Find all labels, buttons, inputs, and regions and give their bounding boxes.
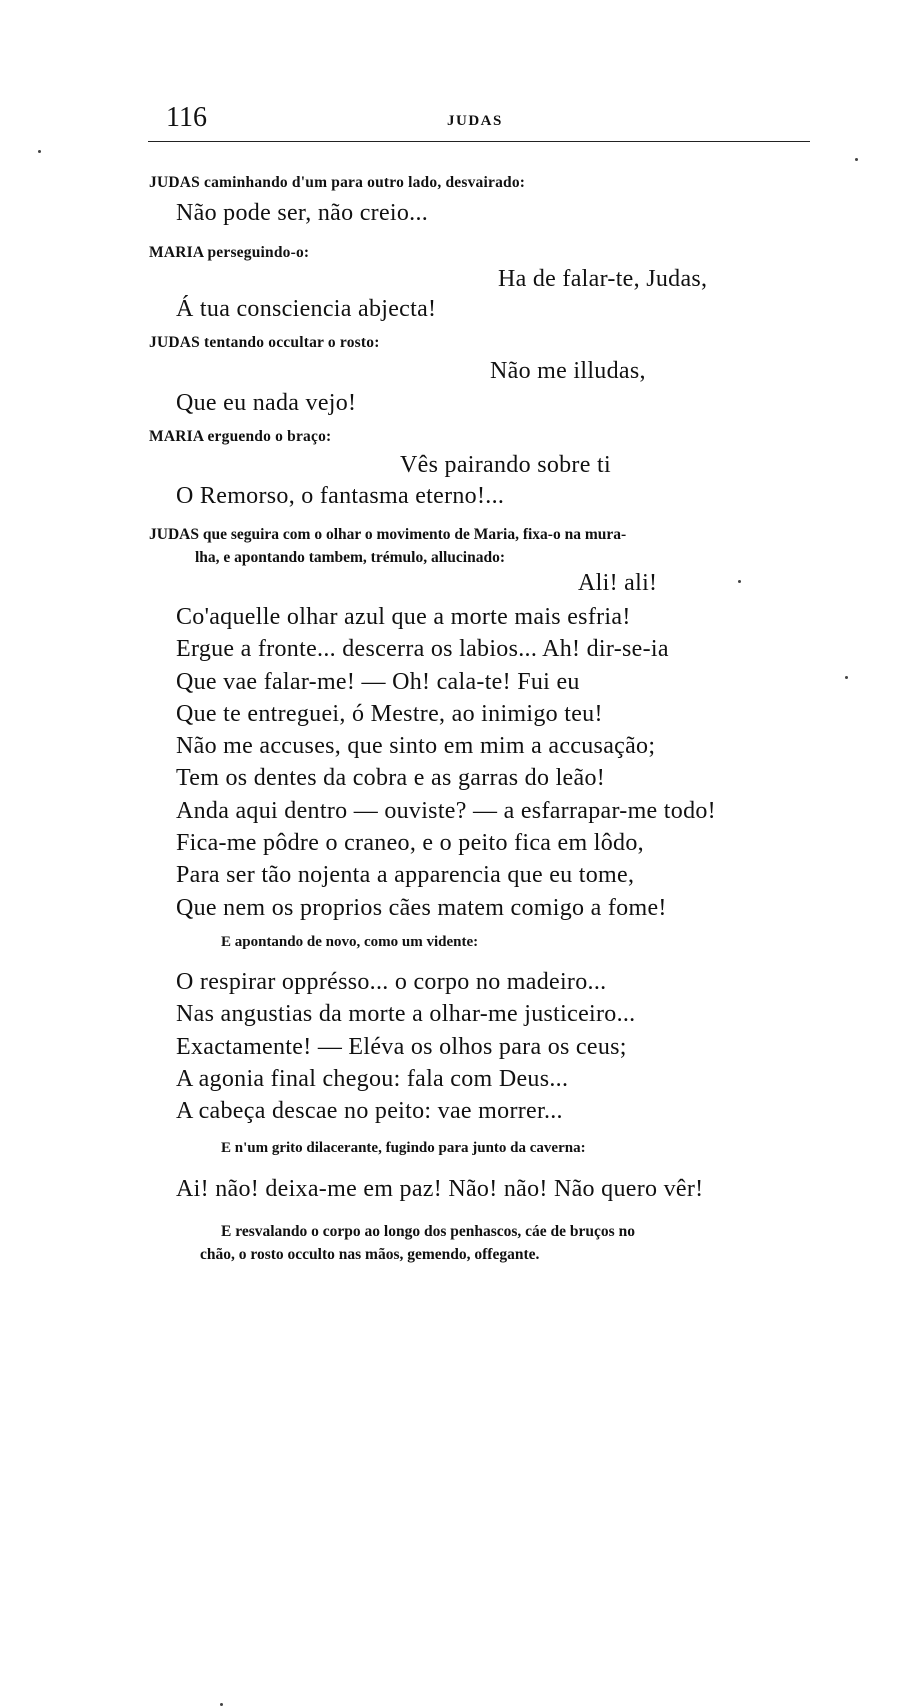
verse-line: Tem os dentes da cobra e as garras do leão!: [176, 765, 606, 792]
verse-line: Vês pairando sobre ti: [400, 452, 611, 478]
stage-direction: MARIA erguendo o braço:: [149, 428, 332, 445]
header-rule: [148, 141, 810, 142]
verse-line: Nas angustias da morte a olhar-me justiceiro...: [176, 1001, 636, 1028]
verse-line: Á tua consciencia abjecta!: [176, 296, 437, 322]
stage-direction: E apontando de novo, como um vidente:: [221, 934, 479, 950]
paper-speck: [855, 158, 858, 161]
stage-direction: JUDAS caminhando d'um para outro lado, desvairado:: [149, 174, 526, 191]
verse-block: [176, 601, 716, 924]
verse-block: [176, 966, 635, 1127]
verse-line: Que nem os proprios cães matem comigo a fome!: [176, 894, 667, 921]
verse-line: A agonia final chegou: fala com Deus...: [176, 1065, 569, 1092]
verse-line: O Remorso, o fantasma eterno!...: [176, 483, 505, 509]
verse-line: Que te entreguei, ó Mestre, ao inimigo teu!: [176, 700, 603, 727]
paper-speck: [738, 580, 741, 583]
verse-line: Que eu nada vejo!: [176, 390, 357, 416]
stage-direction-line: lha, e apontando tambem, trémulo, allucinado:: [195, 549, 506, 566]
stage-direction-line: chão, o rosto occulto nas mãos, gemendo, offegante.: [200, 1246, 540, 1263]
verse-line: Que vae falar-me! — Oh! cala-te! Fui eu: [176, 668, 580, 695]
verse-line: Não pode ser, não creio...: [176, 200, 429, 226]
stage-direction: E n'um grito dilacerante, fugindo para junto da caverna:: [221, 1140, 586, 1156]
verse-line: Não me illudas,: [490, 358, 646, 384]
stage-direction: [149, 523, 626, 569]
paper-speck: [845, 676, 848, 679]
verse-line: Ai! não! deixa-me em paz! Não! não! Não quero vêr!: [176, 1176, 704, 1202]
verse-line: A cabeça descae no peito: vae morrer...: [176, 1098, 563, 1125]
verse-line: Ali! ali!: [578, 570, 658, 596]
stage-direction: MARIA perseguindo-o:: [149, 244, 310, 261]
verse-line: O respirar opprésso... o corpo no madeiro...: [176, 969, 607, 995]
verse-line: Co'aquelle olhar azul que a morte mais esfria!: [176, 604, 631, 630]
stage-direction-line: E resvalando o corpo ao longo dos penhascos, cáe de bruços no: [221, 1223, 635, 1240]
verse-line: Anda aqui dentro — ouviste? — a esfarrapar-me todo!: [176, 797, 716, 824]
stage-direction-line: JUDAS que seguira com o olhar o movimento de Maria, fixa-o na mura-: [149, 526, 627, 543]
stage-direction: JUDAS tentando occultar o rosto:: [149, 334, 380, 351]
verse-line: Para ser tão nojenta a apparencia que eu tome,: [176, 862, 635, 889]
verse-line: Exactamente! — Eléva os olhos para os ceus;: [176, 1033, 627, 1060]
running-title: JUDAS: [447, 113, 503, 129]
verse-line: Ergue a fronte... descerra os labios... Ah! dir-se-ia: [176, 636, 669, 663]
page-number: 116: [166, 102, 207, 133]
verse-line: Não me accuses, que sinto em mim a accusação;: [176, 733, 656, 760]
verse-line: Ha de falar-te, Judas,: [498, 266, 708, 292]
verse-line: Fica-me pôdre o craneo, e o peito fica em lôdo,: [176, 830, 644, 857]
paper-speck: [38, 150, 41, 153]
stage-direction: [200, 1220, 635, 1266]
